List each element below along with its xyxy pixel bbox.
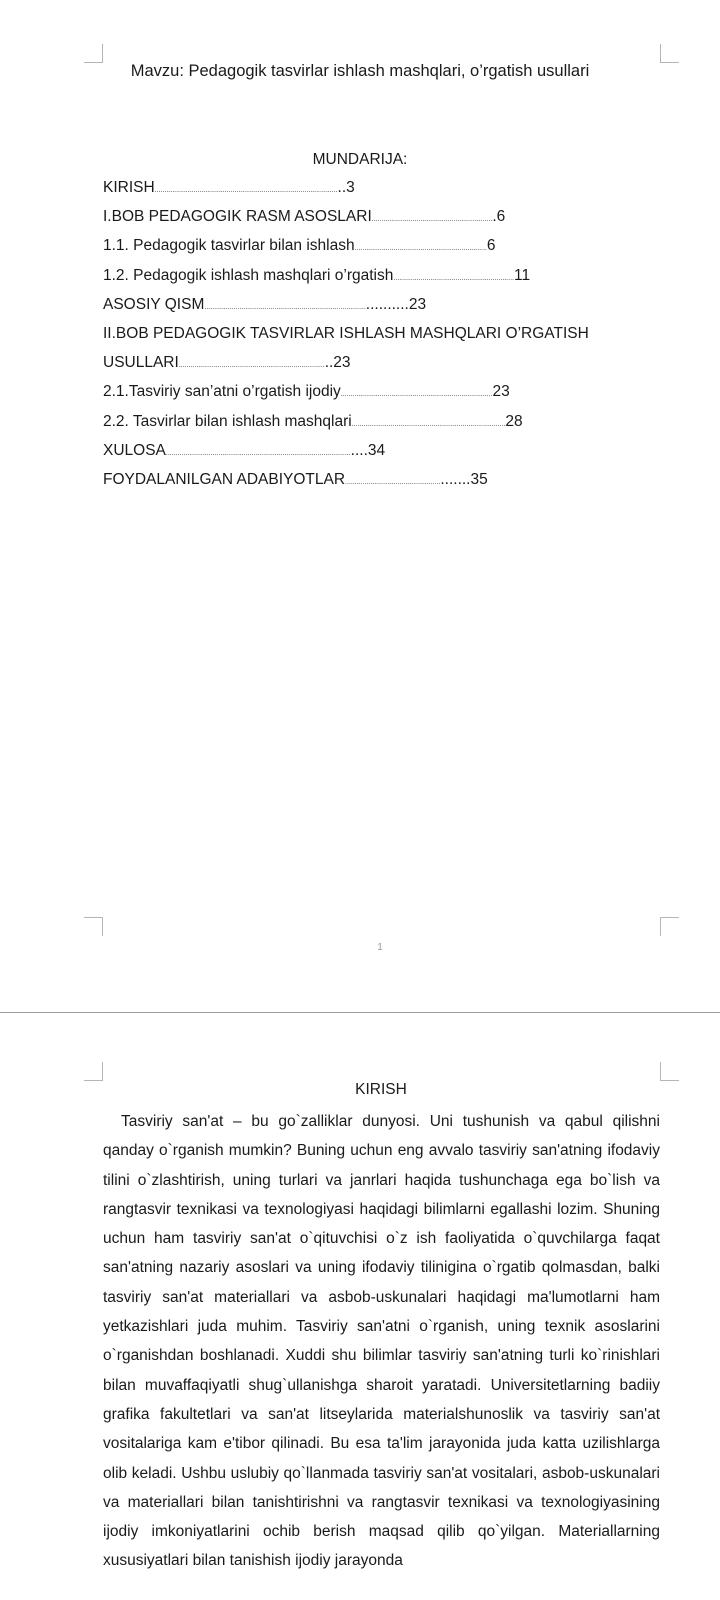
toc-entry-title: 1.1. Pedagogik tasvirlar bilan ishlash <box>103 237 355 255</box>
toc-entry-page: .......35 <box>440 470 488 488</box>
toc-entry[interactable] <box>103 265 589 294</box>
toc-entry-page: ..23 <box>324 354 351 372</box>
toc-entry-dots: .............................................................. <box>393 274 514 282</box>
toc-entry-dots: ................................................. <box>345 478 441 486</box>
toc-entry-title: XULOSA <box>103 441 166 459</box>
toc-entry-title: 2.2. Tasvirlar bilan ishlash mashqlari <box>103 412 352 430</box>
toc-entry-page: 11 <box>513 266 531 284</box>
crop-mark-top-right <box>660 44 679 63</box>
toc-entry-title: 1.2. Pedagogik ishlash mashqlari o’rgatish <box>103 266 394 284</box>
section-heading: KIRISH <box>355 1081 407 1098</box>
toc-entry-page: ..........23 <box>365 295 427 313</box>
toc-entry[interactable] <box>103 323 589 352</box>
toc-heading: MUNDARIJA: <box>312 151 408 168</box>
toc-entry-title: II.BOB PEDAGOGIK TASVIRLAR ISHLASH MASHQLARI O’RGATISH <box>103 324 589 342</box>
toc-entry-page: 6 <box>486 237 496 255</box>
toc-entry-title: I.BOB PEDAGOGIK RASM ASOSLARI <box>103 208 372 226</box>
toc-entry-dots: .............................................................................. <box>340 391 493 399</box>
toc-entry-dots: .............................................................. <box>371 216 493 224</box>
page-number: 1 <box>377 942 383 953</box>
crop-mark-top-right <box>660 1062 679 1081</box>
toc-entry-dots: .............................................................................................. <box>154 187 338 194</box>
toc-entry-dots: ................................................................................... <box>204 303 366 311</box>
toc-entry-title: KIRISH <box>103 179 155 196</box>
toc-entry-page: 23 <box>492 383 510 401</box>
toc-entry-title: USULLARI <box>103 354 179 372</box>
crop-mark-bottom-left <box>84 917 103 936</box>
toc-entry[interactable] <box>103 411 589 440</box>
toc-entry-page: ....34 <box>350 441 386 459</box>
toc-entry[interactable] <box>103 469 589 498</box>
toc-entry-title: FOYDALANILGAN ADABIYOTLAR <box>103 470 346 488</box>
toc-entry[interactable] <box>103 440 589 469</box>
toc-entry-dots: ............................................................................................... <box>165 449 351 457</box>
toc-entry[interactable] <box>103 206 589 235</box>
crop-mark-top-left <box>84 1062 103 1081</box>
toc-entry[interactable] <box>103 294 589 323</box>
toc-entry[interactable] <box>103 235 589 264</box>
toc-entry[interactable] <box>103 352 589 381</box>
toc-entry-page: 28 <box>505 412 523 430</box>
toc-entry-page: ..3 <box>337 179 355 196</box>
document-title: Mavzu: Pedagogik tasvirlar ishlash mashqlari, o’rgatish usullari <box>130 62 590 80</box>
toc-entry[interactable] <box>103 381 589 410</box>
toc-entry-dots: ............................................................................... <box>351 420 506 428</box>
body-paragraph: Tasviriy san'at – bu go`zalliklar dunyosi. Uni tushunish va qabul qilishni qanday o`rganish mumkin? Buning uchun eng avvalo tasviriy san'atning ifodaviy tilini o`zlashtirish, uning turlari va janrlari haqida tushunchaga ega bo`lish va rangtasvir texnikasi va texnologiyasi haqidagi bilimlarni egallashi lozim. Shuning uchun ham tasviriy san'at o`qituvchisi o`z ish faoliyatida o`quvchilarga faqat san'atning nazariy asoslari va uning ifodaviy tilinigina o`rgatib qolmasdan, balki tasviriy san'at materiallari va asbob-uskunalari haqidagi ma'lumotlarni ham yetkazishlari juda muhim. Tasviriy san'atni o`rganish, uning texnik asoslarini o`rganishdan boshlanadi. Xuddi shu bilimlar tasviriy san'atning turli ko`rinishlari bilan muvaffaqiyatli shug`ullanishga sharoit yaratadi. Universitetlarning badiiy grafika fakultetlari va san'at litseylarida materialshunoslik va tasviriy san'at vositalariga kam e'tibor qilinadi. Bu esa ta'lim jarayonida juda katta uzilishlarga olib keladi. Ushbu uslubiy qo`llanmada tasviriy san'at vositalari, asbob-uskunalari va materiallari bilan tanishtirishni va rangtasvir texnikasi va texnologiyasining ijodiy imkoniyatlarini ochib berish maqsad qilib qo`yilgan. Materiallarning xususiyatlari bilan tanishish ijodiy jarayonda <box>103 1113 660 1570</box>
table-of-contents <box>103 177 589 498</box>
toc-entry-dots: .................................................................... <box>354 245 487 253</box>
toc-entry-title: ASOSIY QISM <box>103 295 205 313</box>
toc-entry[interactable] <box>103 177 589 206</box>
crop-mark-bottom-right <box>660 917 679 936</box>
toc-entry-page: .6 <box>492 208 506 226</box>
toc-entry-dots: ........................................................................... <box>178 362 325 370</box>
toc-entry-title: 2.1.Tasviriy san’atni o’rgatish ijodiy <box>103 383 341 401</box>
crop-mark-top-left <box>84 44 103 63</box>
